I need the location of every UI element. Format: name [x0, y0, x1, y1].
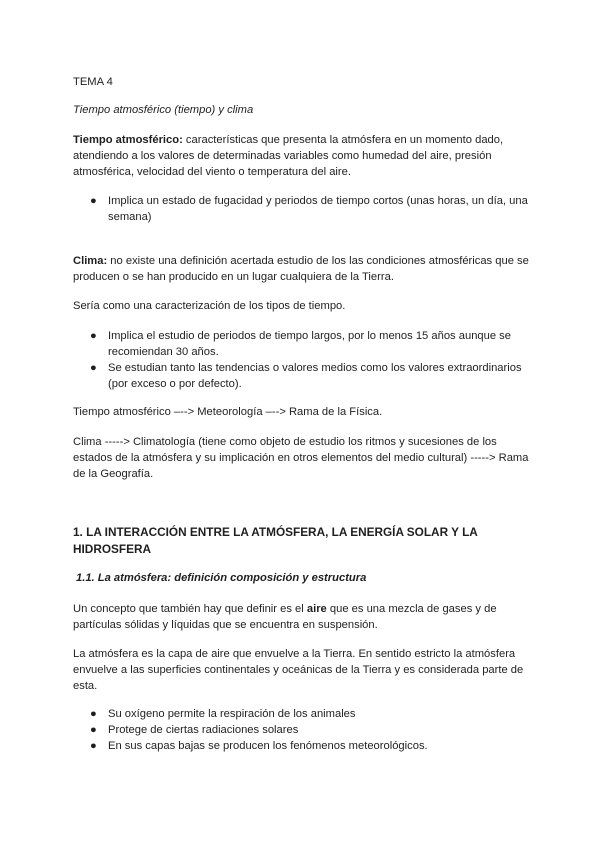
- bullet-icon: ●: [90, 330, 97, 342]
- list-item: [90, 360, 535, 392]
- bullet-icon: ●: [90, 740, 97, 752]
- term-aire: aire: [306, 603, 327, 615]
- definition-tiempo-atmosferico: características que presenta la atmósfera en un momento dado, atendiendo a los valores de determinadas variables como humedad del aire, presión atmosférica, velocidad del viento o temperatura del aire.: [73, 134, 504, 178]
- paragraph-tiempo-atmosferico: [73, 132, 535, 180]
- list-item-text: Implica un estado de fugacidad y periodos de tiempo cortos (unas horas, un día, una semana): [108, 195, 528, 223]
- list-item: [90, 706, 535, 722]
- list-item-text: Implica el estudio de periodos de tiempo largos, por lo menos 15 años aunque se recomiendan 30 años.: [108, 330, 512, 358]
- section-heading-1-1: 1.1. La atmósfera: definición composición y estructura: [76, 572, 367, 584]
- list-item: [90, 738, 535, 754]
- aire-text-after: que es una mezcla de gases y de partículas sólidas y líquidas que se encuentra en suspensión.: [73, 603, 497, 631]
- paragraph-climatologia: Clima -----> Climatología (tiene como objeto de estudio los ritmos y sucesiones de los estados de la atmósfera y su implicación en otros elementos del medio cultural) -----> Rama de la Geografía.: [73, 436, 529, 480]
- term-tiempo-atmosferico: Tiempo atmosférico:: [73, 134, 183, 146]
- paragraph-aire: [73, 601, 535, 633]
- paragraph-seria: Sería como una caracterización de los tipos de tiempo.: [73, 300, 346, 312]
- paragraph-meteorologia: Tiempo atmosférico –--> Meteorología –--> Rama de la Física.: [73, 406, 383, 418]
- list-item-text: Su oxígeno permite la respiración de los animales: [108, 708, 356, 720]
- bullet-list-clima: [90, 328, 535, 392]
- list-item: [90, 328, 535, 360]
- tema-label: TEMA 4: [73, 76, 113, 88]
- paragraph-clima: [73, 253, 535, 285]
- bullet-icon: ●: [90, 195, 97, 207]
- document-subtitle: Tiempo atmosférico (tiempo) y clima: [73, 104, 254, 116]
- bullet-icon: ●: [90, 362, 97, 374]
- list-item: [90, 193, 535, 225]
- bullet-list-atmosfera: [90, 706, 535, 754]
- list-item-text: Protege de ciertas radiaciones solares: [108, 724, 299, 736]
- definition-clima: no existe una definición acertada estudio de los las condiciones atmosféricas que se producen o se han producido en un lugar cualquiera de la Tierra.: [73, 255, 529, 283]
- bullet-icon: ●: [90, 708, 97, 720]
- list-item: [90, 722, 535, 738]
- list-item-text: Se estudian tanto las tendencias o valores medios como los valores extraordinarios (por exceso o por defecto).: [108, 362, 522, 390]
- list-item-text: En sus capas bajas se producen los fenómenos meteorológicos.: [108, 740, 428, 752]
- term-clima: Clima:: [73, 255, 108, 267]
- aire-text-before: Un concepto que también hay que definir es el: [73, 603, 307, 615]
- section-heading-1: 1. LA INTERACCIÓN ENTRE LA ATMÓSFERA, LA ENERGÍA SOLAR Y LA HIDROSFERA: [73, 525, 478, 556]
- bullet-icon: ●: [90, 724, 97, 736]
- bullet-list-tiempo: [90, 193, 535, 225]
- paragraph-atmosfera: La atmósfera es la capa de aire que envuelve a la Tierra. En sentido estricto la atmósfera envuelve a las superficies continentales y oceánicas de la Tierra y es considerada parte de esta.: [73, 648, 524, 692]
